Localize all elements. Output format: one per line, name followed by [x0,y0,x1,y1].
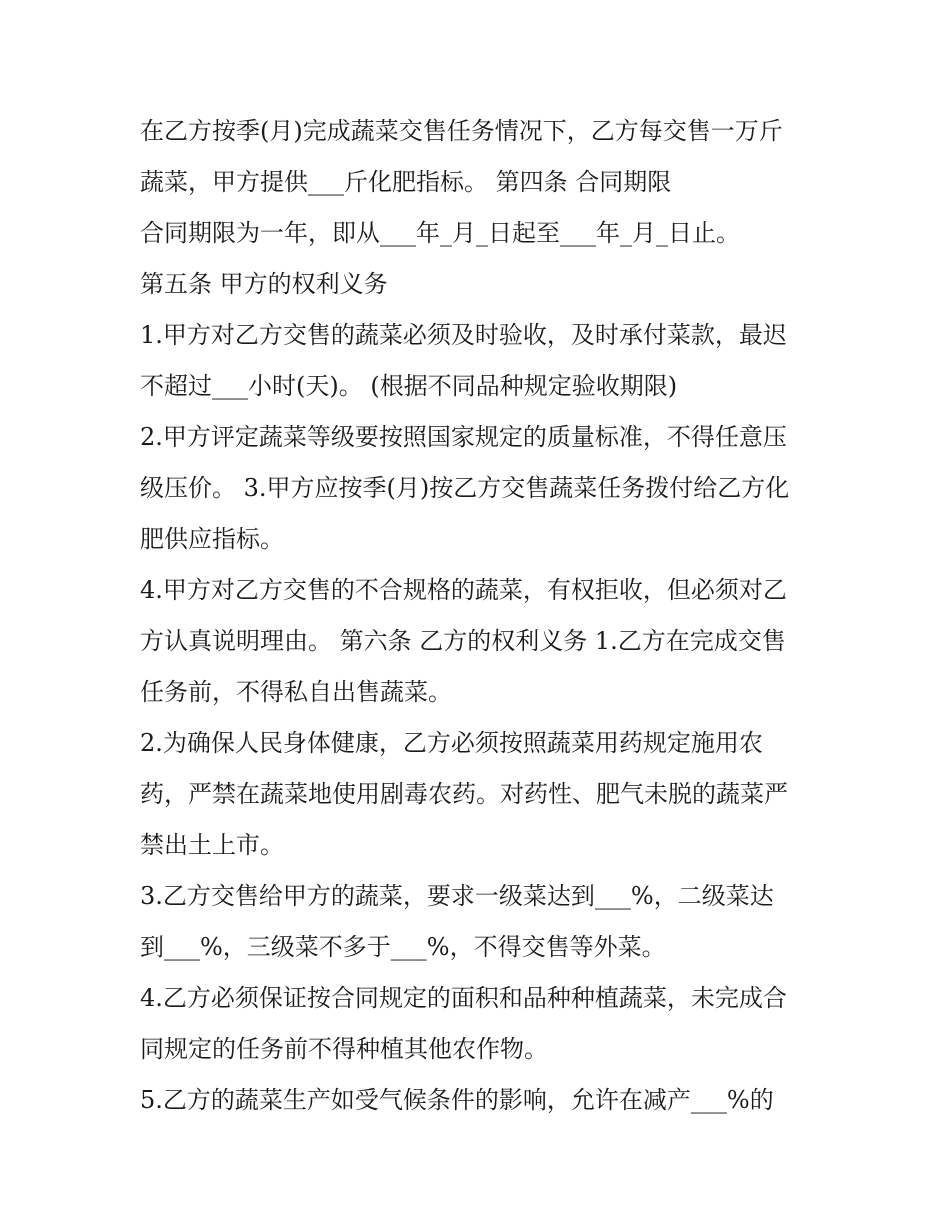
text-line: 任务前，不得私自出售蔬菜。 [140,678,452,706]
text-line: 蔬菜，甲方提供___斤化肥指标。 第四条 合同期限 [140,168,672,196]
text-line: 1.甲方对乙方交售的蔬菜必须及时验收，及时承付菜款，最迟 [140,321,787,349]
text-line: 肥供应指标。 [140,525,284,553]
text-line: 5.乙方的蔬菜生产如受气候条件的影响，允许在减产___%的 [140,1086,774,1114]
text-line: 合同期限为一年，即从___年_月_日起至___年_月_日止。 [140,219,740,247]
text-line: 方认真说明理由。 第六条 乙方的权利义务 1.乙方在完成交售 [140,627,786,655]
text-line: 2.为确保人民身体健康，乙方必须按照蔬菜用药规定施用农 [140,729,763,757]
text-line: 同规定的任务前不得种植其他农作物。 [140,1035,548,1063]
text-line: 级压价。 3.甲方应按季(月)按乙方交售蔬菜任务拨付给乙方化 [140,474,790,502]
text-line: 不超过___小时(天)。 (根据不同品种规定验收期限) [140,372,678,400]
text-line: 4.乙方必须保证按合同规定的面积和品种种植蔬菜，未完成合 [140,984,787,1012]
text-line: 4.甲方对乙方交售的不合规格的蔬菜，有权拒收，但必须对乙 [140,576,787,604]
text-line: 2.甲方评定蔬菜等级要按照国家规定的质量标准，不得任意压 [140,423,787,451]
text-line: 药，严禁在蔬菜地使用剧毒农药。对药性、肥气未脱的蔬菜严 [140,780,788,808]
text-line: 在乙方按季(月)完成蔬菜交售任务情况下，乙方每交售一万斤 [140,117,783,145]
text-line: 到___%，三级菜不多于___%，不得交售等外菜。 [140,933,666,961]
section-heading: 第五条 甲方的权利义务 [140,270,388,298]
text-line: 禁出土上市。 [140,831,284,859]
document-body [140,106,820,1126]
text-line: 3.乙方交售给甲方的蔬菜，要求一级菜达到___%，二级菜达 [140,882,774,910]
